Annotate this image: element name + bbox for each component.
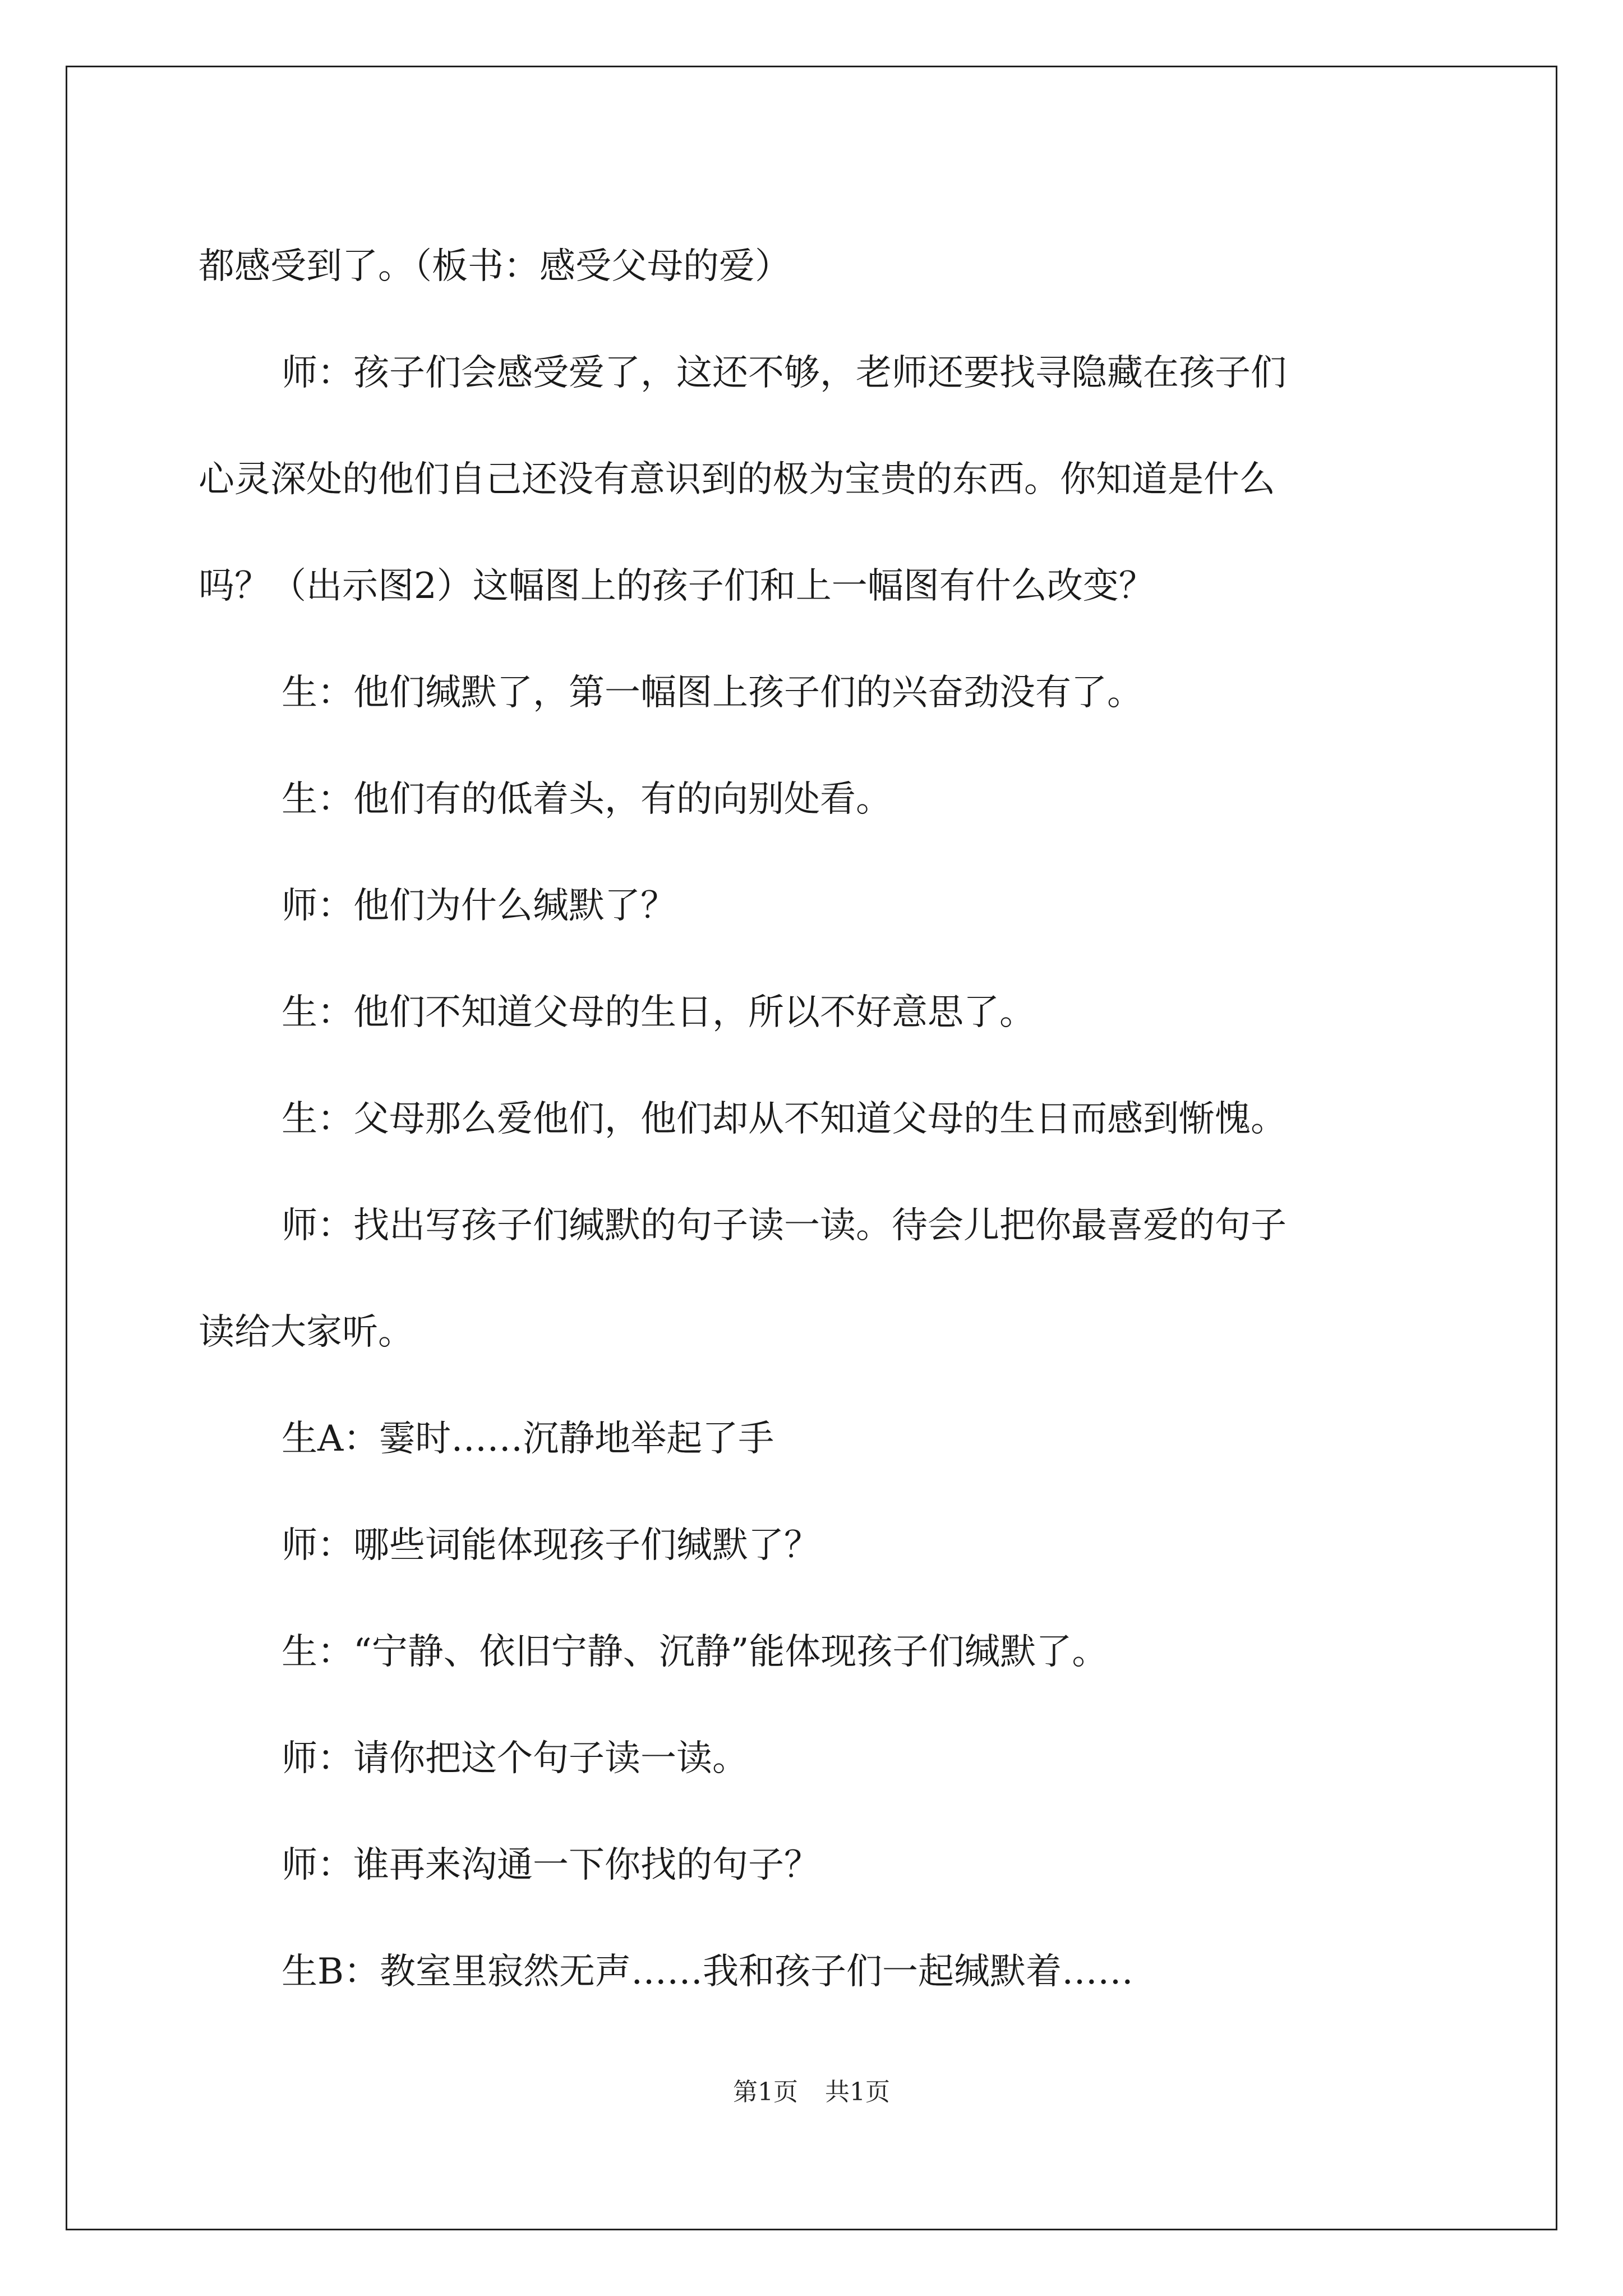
text-line: 生B：教室里寂然无声……我和孩子们一起缄默着…… xyxy=(282,1951,1134,1993)
text-line: 生A：霎时……沉静地举起了手 xyxy=(282,1418,774,1460)
text-line: 吗？（出示图2）这幅图上的孩子们和上一幅图有什么改变？ xyxy=(199,565,1155,607)
text-line: 都感受到了。（板书：感受父母的爱） xyxy=(199,246,791,287)
page-number: 第1页 xyxy=(733,2078,798,2106)
document-body xyxy=(199,213,1432,2025)
text-line: 生：他们缄默了，第一幅图上孩子们的兴奋劲没有了。 xyxy=(282,672,1143,714)
text-line: 生：他们不知道父母的生日，所以不好意思了。 xyxy=(282,992,1035,1033)
text-line: 师：请你把这个句子读一读。 xyxy=(282,1738,748,1779)
text-line: 师：哪些词能体现孩子们缄默了？ xyxy=(282,1525,820,1566)
page-total: 共1页 xyxy=(825,2078,890,2106)
text-line: 师：孩子们会感受爱了，这还不够，老师还要找寻隐藏在孩子们 xyxy=(282,352,1287,394)
text-line: 师：找出写孩子们缄默的句子读一读。待会儿把你最喜爱的句子 xyxy=(282,1205,1287,1246)
text-line: 生：父母那么爱他们，他们却从不知道父母的生日而感到惭愧。 xyxy=(282,1098,1287,1140)
text-line: 心灵深处的他们自己还没有意识到的极为宝贵的东西。你知道是什么 xyxy=(199,459,1275,500)
text-line: 师：谁再来沟通一下你找的句子？ xyxy=(282,1844,820,1886)
text-line: 读给大家听。 xyxy=(199,1312,414,1353)
text-line: 生：他们有的低着头，有的向别处看。 xyxy=(282,779,892,820)
page-footer xyxy=(0,2076,1623,2109)
text-line: 生：“宁静、依旧宁静、沉静”能体现孩子们缄默了。 xyxy=(282,1631,1108,1673)
text-line: 师：他们为什么缄默了？ xyxy=(282,885,676,927)
